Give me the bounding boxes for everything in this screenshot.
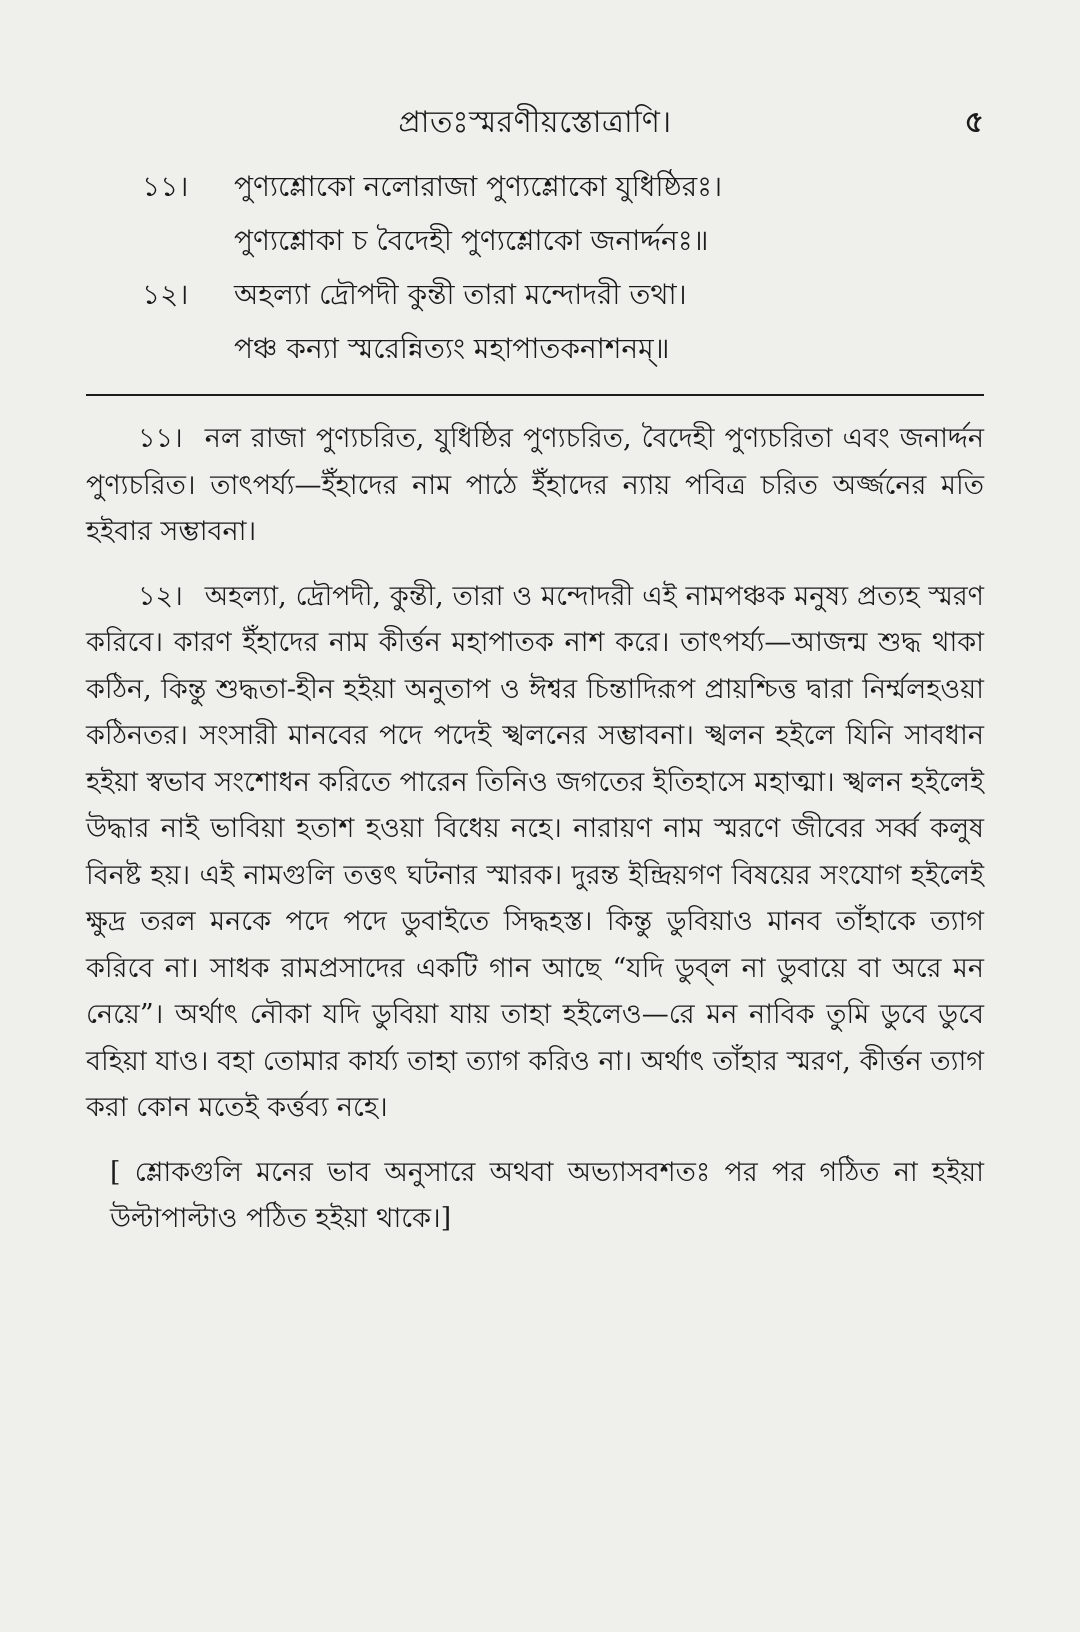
verse-line <box>86 160 984 214</box>
verse-line <box>86 268 984 322</box>
verse-block <box>86 160 984 376</box>
commentary-number: ১২। <box>138 580 183 612</box>
section-divider <box>86 394 984 396</box>
verse-number: ১১। <box>142 170 189 203</box>
commentary-paragraph <box>86 574 984 1132</box>
page-number: ৫ <box>964 105 984 140</box>
verse-line: পুণ্যশ্লোকা চ বৈদেহী পুণ্যশ্লোকো জনার্দ্দনঃ॥ <box>234 224 709 257</box>
bracketed-note: [ শ্লোকগুলি মনের ভাব অনুসারে অথবা অভ্যাসবশতঃ পর পর গঠিত না হইয়া উল্টাপাল্টাও পঠিত হইয়া থাকে।] <box>110 1156 984 1234</box>
page-header <box>86 98 984 160</box>
commentary-paragraph <box>86 416 984 556</box>
verse-text: পুণ্যশ্লোকো নলোরাজা পুণ্যশ্লোকো যুধিষ্ঠিরঃ। <box>234 170 723 203</box>
commentary-text: নল রাজা পুণ্যচরিত, যুধিষ্ঠির পুণ্যচরিত, বৈদেহী পুণ্যচরিতা এবং জনার্দ্দন পুণ্যচরিত। তাৎপর্য্য—ইঁহাদের নাম পাঠে ইঁহাদের ন্যায় পবিত্র চরিত অর্জ্জনের মতি হইবার সম্ভাবনা। <box>86 423 984 547</box>
commentary-text: অহল্যা, দ্রৌপদী, কুন্তী, তারা ও মন্দোদরী এই নামপঞ্চক মনুষ্য প্রত্যহ স্মরণ করিবে। কারণ ইঁহাদের নাম কীর্ত্তন মহাপাতক নাশ করে। তাৎপর্য্য—আজন্ম শুদ্ধ থাকা কঠিন, কিন্তু শুদ্ধতা-হীন হইয়া অনুতাপ ও ঈশ্বর চিন্তাদিরূপ প্রায়শ্চিত্ত দ্বারা নির্ম্মলহওয়া কঠিনতর। সংসারী মানবের পদে পদেই স্খলনের সম্ভাবনা। স্খলন হইলে যিনি সাবধান হইয়া স্বভাব সংশোধন করিতে পারেন তিনিও জগতের ইতিহাসে মহাত্মা। স্খলন হইলেই উদ্ধার নাই ভাবিয়া হতাশ হওয়া বিধেয় নহে। নারায়ণ নাম স্মরণে জীবের সর্ব্ব কলুষ বিনষ্ট হয়। এই নামগুলি তত্তৎ ঘটনার স্মারক। দুরন্ত ইন্দ্রিয়গণ বিষয়ের সংযোগ হইলেই ক্ষুদ্র তরল মনকে পদে পদে ডুবাইতে সিদ্ধহস্ত। কিন্তু ডুবিয়াও মানব তাঁহাকে ত্যাগ করিবে না। সাধক রামপ্রসাদের একটি গান আছে “যদি ডুব্‌ল না ডুবায়ে বা অরে মন নেয়ে”। অর্থাৎ নৌকা যদি ডুবিয়া যায় তাহা হইলেও—রে মন নাবিক তুমি ডুবে ডুবে বহিয়া যাও। বহা তোমার কার্য্য তাহা ত্যাগ করিও না। অর্থাৎ তাঁহার স্মরণ, কীর্ত্তন ত্যাগ করা কোন মতেই কর্ত্তব্য নহে। <box>86 580 985 1123</box>
verse-text: অহল্যা দ্রৌপদী কুন্তী তারা মন্দোদরী তথা। <box>234 278 687 311</box>
verse-number: ১২। <box>142 278 189 311</box>
running-title: প্রাতঃস্মরণীয়স্তোত্রাণি। <box>398 105 672 140</box>
commentary-number: ১১। <box>138 423 183 454</box>
verse-line: পঞ্চ কন্যা স্মরেন্নিত্যং মহাপাতকনাশনম্॥ <box>234 332 670 365</box>
